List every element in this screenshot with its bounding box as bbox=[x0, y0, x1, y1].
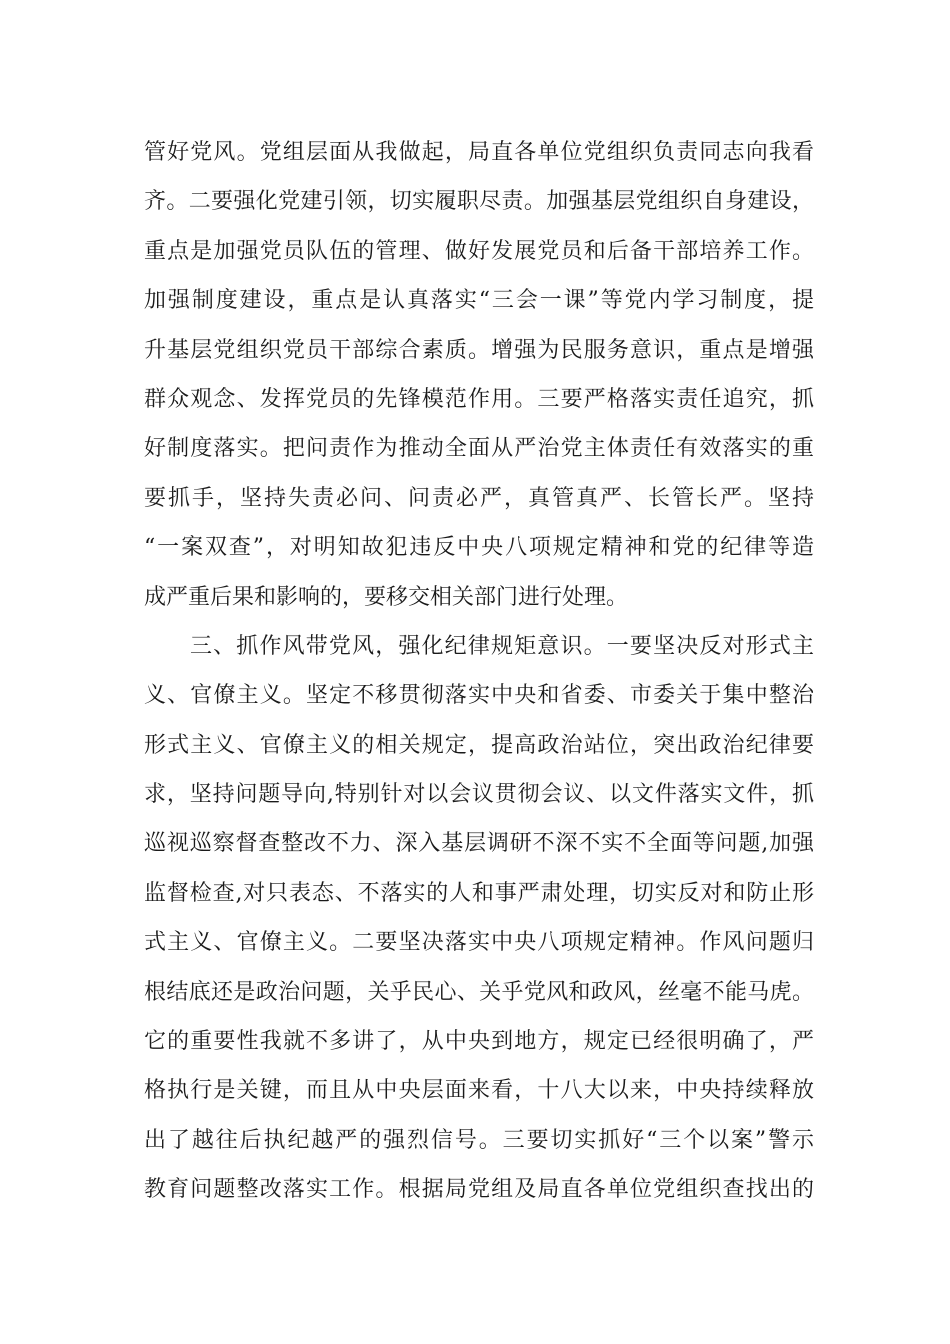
text-line: 好制度落实。把问责作为推动全面从严治党主体责任有效落实的重 bbox=[144, 436, 814, 462]
text-line: 格执行是关键，而且从中央层面来看，十八大以来，中央持续释放 bbox=[144, 1078, 814, 1104]
text-line: 巡视巡察督查整改不力、深入基层调研不深不实不全面等问题,加强 bbox=[144, 831, 814, 857]
text-line: 升基层党组织党员干部综合素质。增强为民服务意识，重点是增强 bbox=[144, 337, 814, 363]
text-line: 求，坚持问题导向,特别针对以会议贯彻会议、以文件落实文件，抓 bbox=[144, 782, 814, 808]
text-line: 管好党风。党组层面从我做起，局直各单位党组织负责同志向我看 bbox=[144, 140, 814, 165]
text-line: 重点是加强党员队伍的管理、做好发展党员和后备干部培养工作。 bbox=[144, 238, 814, 264]
text-line: 出了越往后执纪越严的强烈信号。三要切实抓好“三个以案”警示 bbox=[144, 1127, 814, 1153]
body-text bbox=[144, 128, 814, 1215]
text-line: 齐。二要强化党建引领，切实履职尽责。加强基层党组织自身建设， bbox=[144, 189, 814, 215]
text-line: 监督检查,对只表态、不落实的人和事严肃处理，切实反对和防止形 bbox=[144, 880, 814, 906]
text-line: 它的重要性我就不多讲了，从中央到地方，规定已经很明确了，严 bbox=[144, 1029, 814, 1055]
text-line: 根结底还是政治问题，关乎民心、关乎党风和政风，丝毫不能马虎。 bbox=[144, 979, 814, 1005]
text-line: 群众观念、发挥党员的先锋模范作用。三要严格落实责任追究，抓 bbox=[144, 386, 814, 412]
text-line: 义、官僚主义。坚定不移贯彻落实中央和省委、市委关于集中整治 bbox=[144, 683, 814, 709]
text-line: 式主义、官僚主义。二要坚决落实中央八项规定精神。作风问题归 bbox=[144, 930, 814, 956]
text-line: 加强制度建设，重点是认真落实“三会一课”等党内学习制度，提 bbox=[144, 288, 814, 314]
text-line: 成严重后果和影响的，要移交相关部门进行处理。 bbox=[144, 584, 629, 610]
text-line: 教育问题整改落实工作。根据局党组及局直各单位党组织查找出的 bbox=[144, 1177, 814, 1203]
text-line: “一案双查”，对明知故犯违反中央八项规定精神和党的纪律等造 bbox=[144, 535, 814, 561]
text-line: 要抓手，坚持失责必问、问责必严，真管真严、长管长严。坚持 bbox=[144, 485, 814, 511]
text-line: 形式主义、官僚主义的相关规定，提高政治站位，突出政治纪律要 bbox=[144, 732, 814, 758]
section-heading-line: 三、抓作风带党风，强化纪律规矩意识。一要坚决反对形式主 bbox=[190, 633, 814, 659]
